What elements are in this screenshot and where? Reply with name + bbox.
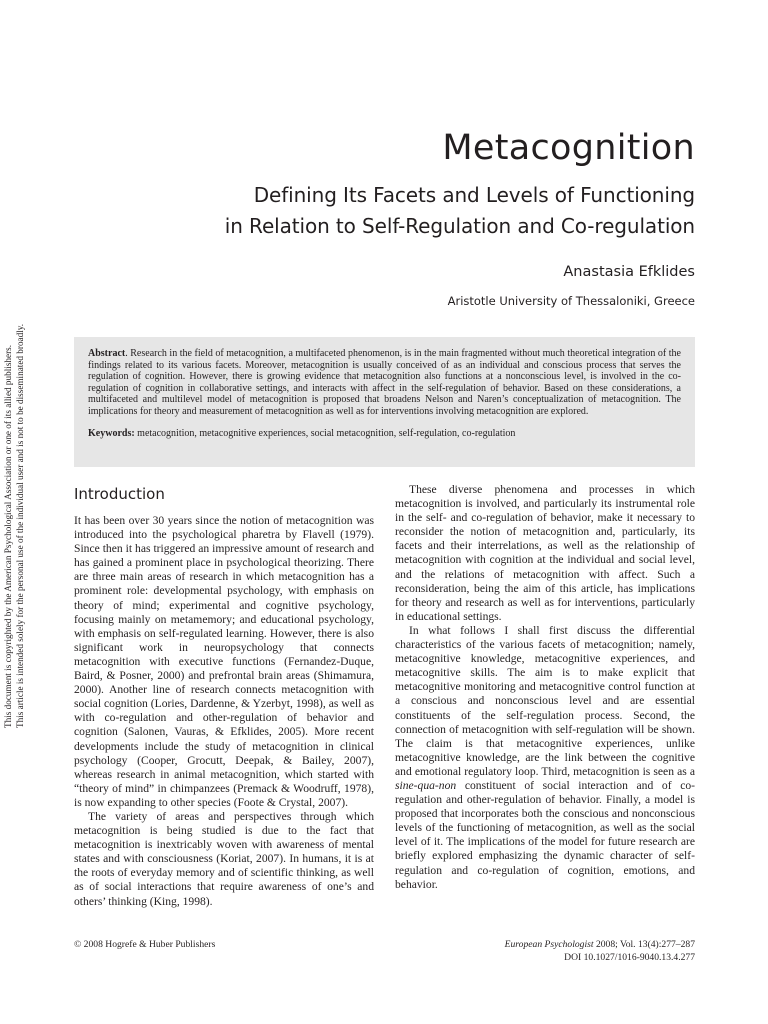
footer-citation [505, 939, 695, 964]
body-column-left [74, 483, 374, 909]
author-affiliation: Aristotle University of Thessaloniki, Greece [447, 294, 695, 308]
keywords-text: metacognition, metacognitive experiences, social metacognition, self-regulation, co-regulation [134, 427, 516, 439]
subtitle-line-2: in Relation to Self-Regulation and Co-regulation [224, 214, 695, 238]
article-title: Metacognition [442, 128, 695, 168]
subtitle-line-1: Defining Its Facets and Levels of Functioning [253, 183, 695, 207]
body-paragraph: The variety of areas and perspectives through which metacognition is being studied is due to the fact that metacognition is inextricably woven with awareness of mental states and with consciousness (Koriat, 2007). In humans, it is at the roots of everyday memory and of scientific thinking, as well as of social interactions that require awareness of one’s and others’ thinking (King, 1998). [74, 809, 374, 908]
article-subtitle [225, 180, 695, 242]
abstract-paragraph [88, 348, 681, 418]
author-name: Anastasia Efklides [563, 264, 695, 280]
body-text: In what follows I shall first discuss the differential characteristics of the various facets of metacognition; namely, metacognitive knowledge, metacognitive experiences, and metacognitive skills. The aim is to make explicit that metacognitive monitoring and metacognitive control function at a conscious and nonconscious level and are essential constituents of the self-regulation process. Second, the connection of metacognition with self-regulation will be shown. The claim is that metacognitive experiences, unlike metacognitive knowledge, are the link between the cognitive and emotional regulatory loop. Third, metacognition is seen as a [395, 623, 695, 778]
abstract-label: Abstract [88, 348, 126, 359]
body-column-right [395, 483, 695, 892]
keywords-paragraph [88, 428, 681, 440]
copyright-notice-line2: This article is intended solely for the personal use of the individual user and is not to be disseminated broadly. [15, 323, 25, 728]
body-paragraph: It has been over 30 years since the notion of metacognition was introduced into the psychological pharetra by Flavell (1979). Since then it has triggered an impressive amount of research and has gained a prominent place in psychological theorizing. There are three main areas of research in which metacognition has a prominent role: developmental psychology, with emphasis on theory of mind; experimental and cognitive psychology, focusing mainly on metamemory; and educational psychology, with emphasis on self-regulated learning. However, there is also significant work in neuropsychology that connects metacognition with executive functions (Fernandez-Duque, Baird, & Posner, 2000) and prefrontal brain areas (Shimamura, 2000). Another line of research connects metacognition with social cognition (Lories, Dardenne, & Yzerbyt, 1998), as well as with co-regulation and other-regulation of behavior and cognition (Salonen, Vauras, & Efklides, 2005). More recent developments include the study of metacognition in clinical psychology (Cooper, Grocutt, Deepak, & Bailey, 2007), whereas research in animal metacognition, which started with “theory of mind” in chimpanzees (Premack & Woodruff, 1978), is now expanding to other species (Foote & Crystal, 2007). [74, 514, 374, 809]
body-paragraph: These diverse phenomena and processes in which metacognition is involved, and particularly its instrumental role in the self- and co-regulation of behavior, make it necessary to reconsider the notion of metacognition and, particularly, its facets and their interrelations, as well as the relationship of metacognition with cognition at the individual and social level, and the relations of metacognition with affect. Such a reconsideration, being the aim of this article, has implications for theory and research as well as for interventions, particularly in educational settings. [395, 483, 695, 623]
keywords-label: Keywords: [88, 427, 135, 439]
body-paragraph [395, 624, 695, 892]
body-text: constituent of social interaction and of co-regulation and other-regulation of behavior. Finally, a model is proposed that incorporates both the conscious and nonconscious levels of the functioning of metacognition, as well as the social level of it. The implications of the model for future research are briefly explored emphasizing the dynamic character of self-regulation and co-regulation of cognition, emotions, and behavior. [395, 778, 695, 891]
footer-doi: DOI 10.1027/1016-9040.13.4.277 [564, 951, 695, 963]
abstract-text: . Research in the field of metacognition, a multifaceted phenomenon, is in the main fragmented without much theoretical integration of the findings related to its various facets. Moreover, metacognition is usually conceived of as an individual and conscious process that serves the regulation of cognition. However, there is growing evidence that metacognition also functions at a nonconscious level, is involved in the co-regulation of cognition in collaborative settings, and interacts with affect in the self-regulation of behavior. Based on these considerations, a multifaceted and multilevel model of metacognition is proposed that broadens Nelson and Naren’s conceptualization of metacognition. The implications for theory and measurement of metacognition as well as for interventions involving metacognition are explored. [88, 348, 681, 417]
body-text-emphasis: sine-qua-non [395, 778, 457, 792]
copyright-notice-line1: This document is copyrighted by the American Psychological Association or one of its allied publishers. [3, 345, 13, 728]
footer-copyright: © 2008 Hogrefe & Huber Publishers [74, 939, 216, 950]
abstract-box [74, 337, 695, 467]
journal-name: European Psychologist [504, 939, 594, 950]
journal-citation: 2008; Vol. 13(4):277–287 [593, 939, 695, 950]
introduction-heading: Introduction [74, 485, 165, 503]
copyright-notice [0, 298, 40, 728]
footer-journal-line [505, 939, 695, 952]
